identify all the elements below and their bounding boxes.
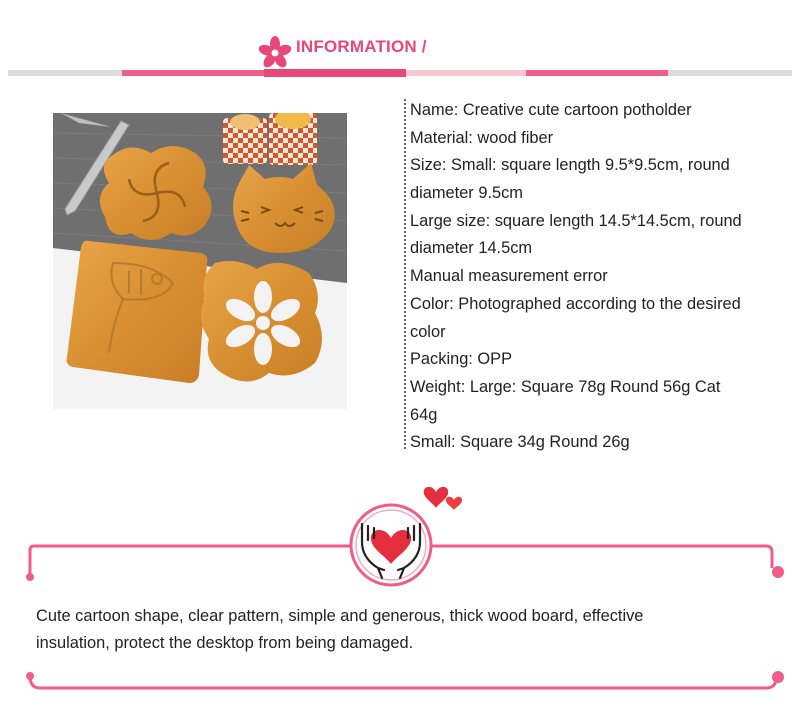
- info-line: Size: Small: square length 9.5*9.5cm, round: [410, 156, 730, 175]
- description-frame: [0, 480, 800, 710]
- info-line: Name: Creative cute cartoon potholder: [410, 101, 692, 119]
- dotted-divider: [404, 99, 406, 449]
- header-bar-segment: [122, 70, 264, 76]
- info-line: diameter 9.5cm: [410, 184, 523, 203]
- info-line: Manual measurement error: [410, 267, 608, 286]
- info-line: Packing: OPP: [410, 350, 513, 369]
- info-line: Small: Square 34g Round 26g: [410, 433, 630, 452]
- header-bar-segment: [8, 70, 122, 76]
- info-line: color: [410, 322, 446, 341]
- header-bar-segment: [406, 70, 526, 76]
- info-line: Weight: Large: Square 78g Round 56g Cat: [410, 377, 721, 396]
- flower-square-potholder: [201, 261, 322, 382]
- header-bar-segment: [668, 70, 792, 76]
- section-title: INFORMATION /: [296, 37, 427, 56]
- fish-square-potholder: [67, 241, 208, 383]
- windmill-square-potholder: [100, 146, 212, 240]
- flower-icon: [258, 36, 292, 70]
- cupcake-cups: [223, 113, 317, 165]
- floating-hearts-icon: [424, 487, 462, 510]
- info-line: Material: wood fiber: [410, 128, 554, 147]
- hands-heart-icon: [351, 505, 431, 585]
- description-line: insulation, protect the desktop from being damaged.: [36, 634, 414, 652]
- product-info: [400, 97, 800, 453]
- info-line: Large size: square length 14.5*14.5cm, round: [410, 211, 742, 230]
- section-header: [0, 30, 800, 80]
- product-description: [36, 603, 776, 657]
- header-bar-segment: [526, 70, 668, 76]
- header-bar-segment: [264, 69, 406, 77]
- description-line: Cute cartoon shape, clear pattern, simple and generous, thick wood board, effective: [36, 607, 644, 625]
- product-photo-illustration: [53, 113, 347, 409]
- info-lines: [410, 97, 800, 457]
- info-line: diameter 14.5cm: [410, 239, 533, 258]
- product-photo: [53, 113, 347, 409]
- info-line: Color: Photographed according to the desired: [410, 294, 741, 313]
- info-line: 64g: [410, 405, 438, 424]
